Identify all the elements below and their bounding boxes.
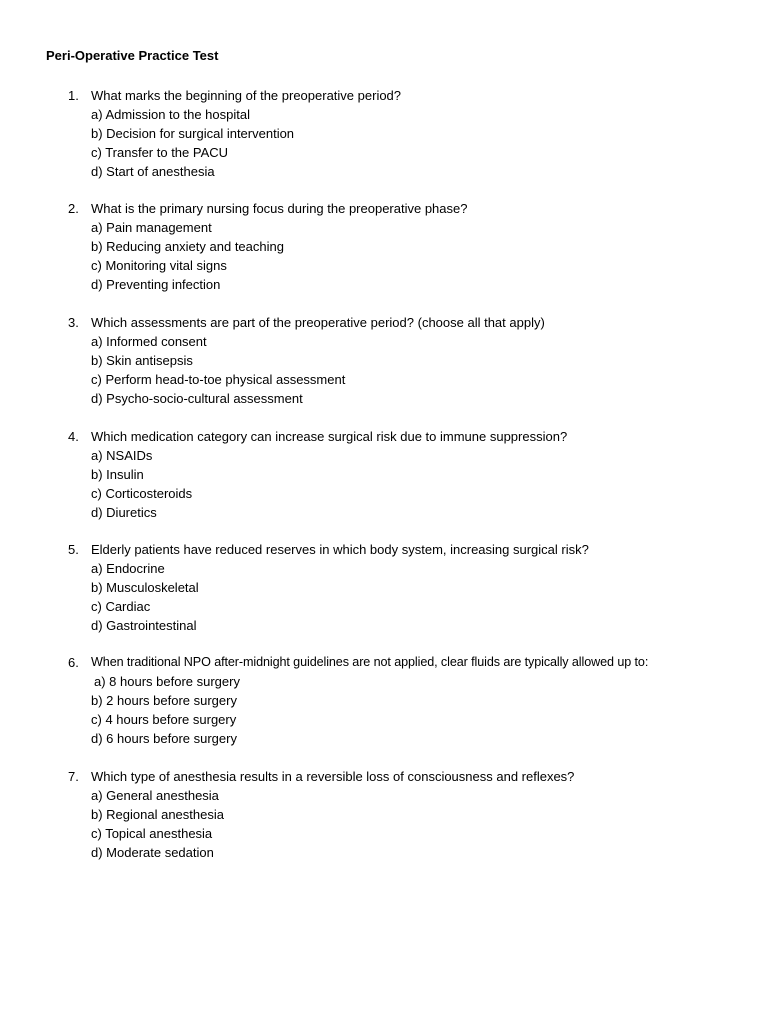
option-c: c) Transfer to the PACU [91, 145, 229, 160]
option-a: a) Informed consent [91, 334, 207, 349]
option-b: b) Insulin [91, 467, 144, 482]
option-b: b) Regional anesthesia [91, 807, 224, 822]
question-number: 6. [68, 655, 79, 670]
question-number: 1. [68, 88, 79, 103]
question-text: What marks the beginning of the preoperative period? [91, 88, 402, 103]
option-b: b) Musculoskeletal [91, 580, 199, 595]
question-text: Elderly patients have reduced reserves in which body system, increasing surgical risk? [91, 542, 589, 557]
option-a: a) 8 hours before surgery [94, 674, 240, 689]
option-d: d) Start of anesthesia [91, 164, 215, 179]
question-text: What is the primary nursing focus during the preoperative phase? [91, 201, 468, 216]
question-text: Which assessments are part of the preoperative period? (choose all that apply) [91, 315, 545, 330]
option-d: d) Gastrointestinal [91, 618, 197, 633]
question-text: Which type of anesthesia results in a reversible loss of consciousness and reflexes? [91, 769, 575, 784]
option-c: c) Corticosteroids [91, 486, 193, 501]
option-a: a) Endocrine [91, 561, 165, 576]
option-c: c) Perform head-to-toe physical assessment [91, 372, 346, 387]
document-title: Peri-Operative Practice Test [46, 48, 219, 63]
option-c: c) 4 hours before surgery [91, 712, 237, 727]
option-a: a) Pain management [91, 220, 212, 235]
question-text: When traditional NPO after-midnight guidelines are not applied, clear fluids are typically allowed up to: [91, 655, 649, 669]
option-c: c) Cardiac [91, 599, 151, 614]
question-number: 2. [68, 201, 79, 216]
option-d: d) Psycho-socio-cultural assessment [91, 391, 303, 406]
option-a: a) NSAIDs [91, 448, 153, 463]
option-b: b) Skin antisepsis [91, 353, 193, 368]
option-c: c) Monitoring vital signs [91, 258, 227, 273]
option-c: c) Topical anesthesia [91, 826, 213, 841]
option-d: d) Preventing infection [91, 277, 221, 292]
question-number: 7. [68, 769, 79, 784]
question-number: 4. [68, 429, 79, 444]
option-d: d) Moderate sedation [91, 845, 214, 860]
option-d: d) Diuretics [91, 505, 157, 520]
option-b: b) 2 hours before surgery [91, 693, 237, 708]
option-b: b) Decision for surgical intervention [91, 126, 295, 141]
option-a: a) Admission to the hospital [91, 107, 250, 122]
option-d: d) 6 hours before surgery [91, 731, 237, 746]
option-a: a) General anesthesia [91, 788, 219, 803]
option-b: b) Reducing anxiety and teaching [91, 239, 284, 254]
question-number: 3. [68, 315, 79, 330]
question-number: 5. [68, 542, 79, 557]
question-text: Which medication category can increase surgical risk due to immune suppression? [91, 429, 568, 444]
